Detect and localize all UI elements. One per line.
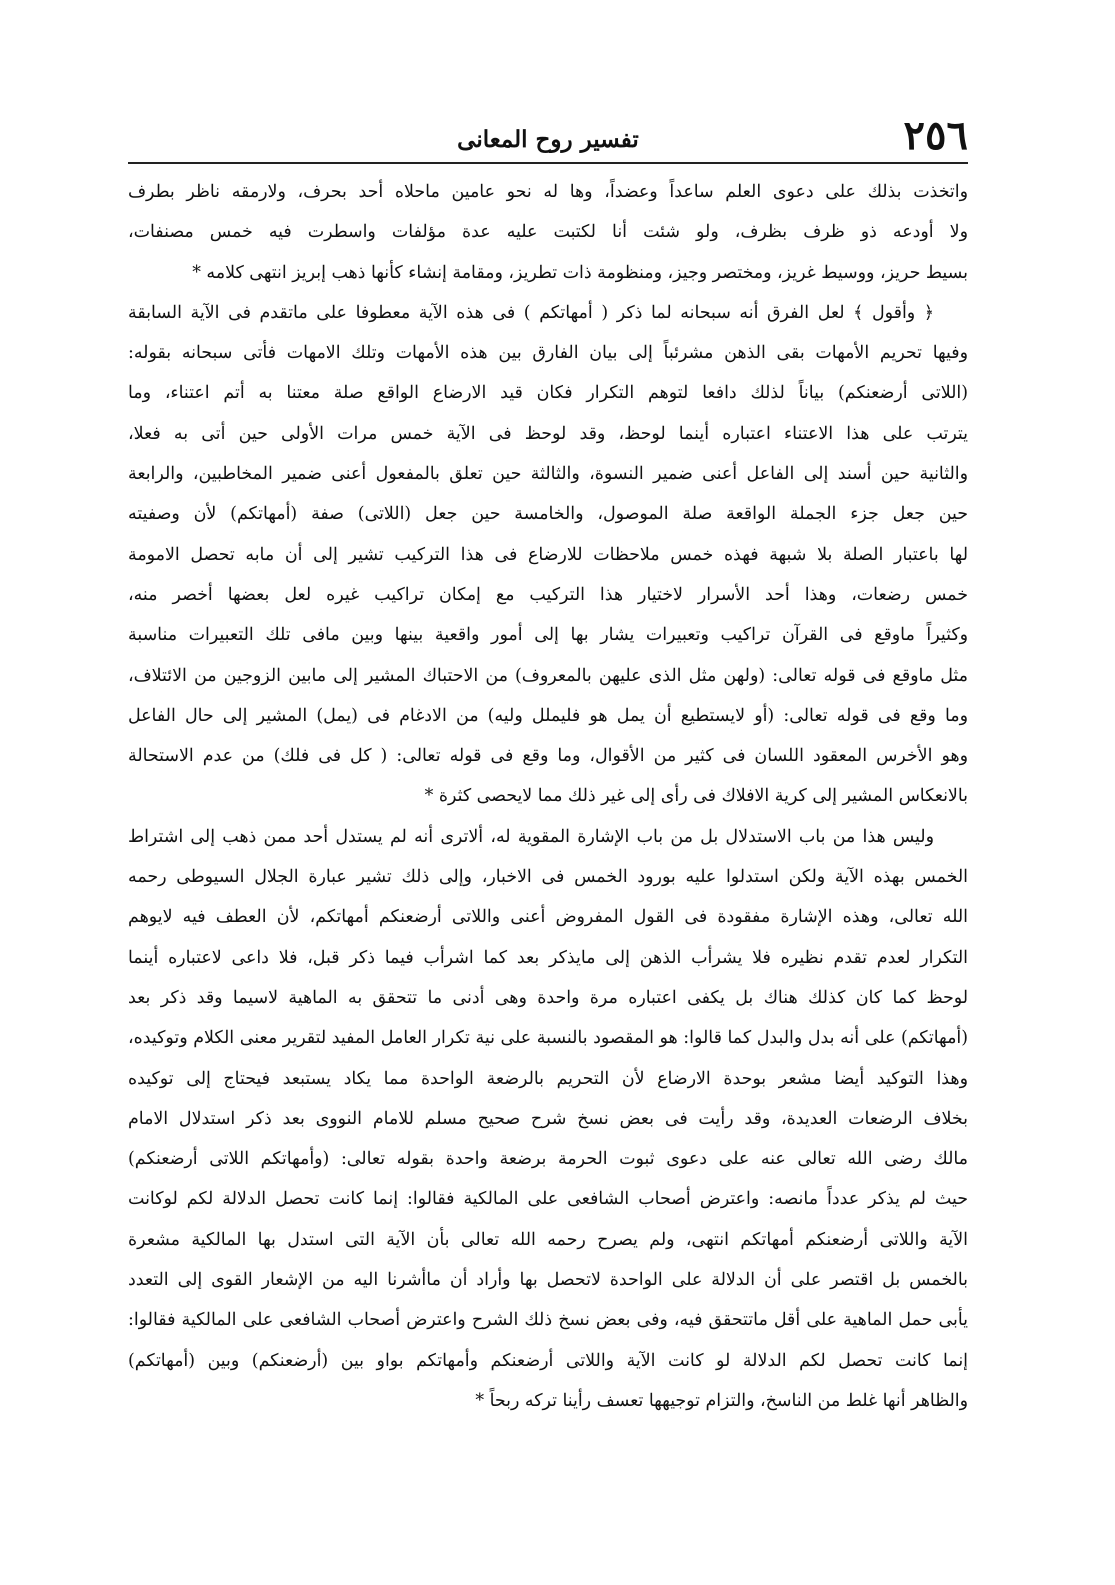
- text-line: (اللاتى أرضعنكم) بياناً لذلك دافعا لتوهم التكرار فكان قيد الارضاع الواقع صلة معتنا به أتم اعتناء، وما: [128, 383, 968, 404]
- text-line: وفيها تحريم الأمهات بقى الذهن مشرئباً إلى بيان الفارق بين هذه الأمهات وتلك الامهات فأتى سبحانه بقوله:: [128, 343, 968, 364]
- page-number: ٢٥٦: [903, 112, 968, 159]
- text-line: بسيط حريز، ووسيط غريز، ومختصر وجيز، ومنظومة ذات تطريز، ومقامة إنشاء كأنها ذهب إبريز انتهى كلامه *: [192, 262, 968, 283]
- text-line: وكثيراً ماوقع فى القرآن تراكيب وتعبيرات يشار بها إلى أمور واقعية بينها وبين مافى تلك التعبيرات مناسبة: [128, 625, 968, 646]
- text-line: بخلاف الرضعات العديدة، وقد رأيت فى بعض نسخ شرح صحيح مسلم للامام النووى بعد ذكر استدلال الامام: [128, 1108, 968, 1129]
- text-line: (أمهاتكم) على أنه بدل والبدل كما قالوا: هو المقصود بالنسبة على نية تكرار العامل المفيد لتقرير معنى الكلام وتوكيده،: [128, 1028, 968, 1049]
- text-line: إنما كانت تحصل لكم الدلالة لو كانت الآية واللاتى أرضعنكم وأمهاتكم بواو بين (أرضعنكم) وبين (أمهاتكم): [128, 1350, 968, 1371]
- header-rule: [128, 162, 968, 164]
- text-line: ﴿ وأقول ﴾ لعل الفرق أنه سبحانه لما ذكر ( أمهاتكم ) فى هذه الآية معطوفا على ماتقدم فى الآية السابقة: [128, 302, 934, 323]
- text-line: والظاهر أنها غلط من الناسخ، والتزام توجيهها تعسف رأينا تركه ربحاً *: [475, 1390, 968, 1411]
- text-line: لوحظ كما كان كذلك هناك بل يكفى اعتباره مرة واحدة وهى أدنى ما تتحقق به الماهية لاسيما وقد ذكر بعد: [128, 987, 968, 1008]
- text-line: الله تعالى، وهذه الإشارة مفقودة فى القول المفروض أعنى واللاتى أرضعنكم أمهاتكم، لأن العطف فيه لايوهم: [128, 907, 968, 928]
- page-header: [128, 112, 968, 162]
- body-text: [128, 172, 968, 1421]
- text-line: خمس رضعات، وهذا أحد الأسرار لاختيار هذا التركيب مع إمكان تراكيب غيره لعل بعضها أخصر منه،: [128, 584, 968, 605]
- text-line: الخمس بهذه الآية ولكن استدلوا عليه بورود الخمس فى الاخبار، وإلى ذلك تشير عبارة الجلال السيوطى رحمه: [128, 867, 968, 888]
- text-line: مالك رضى الله تعالى عنه على دعوى ثبوت الحرمة برضعة واحدة بقوله تعالى: (وأمهاتكم اللاتى أرضعنكم): [128, 1149, 968, 1170]
- text-line: وهذا التوكيد أيضا مشعر بوحدة الارضاع لأن التحريم بالرضعة الواحدة مما يكاد يستبعد فيحتاج إلى توكيده: [128, 1068, 968, 1089]
- text-line: بالانعكاس المشير إلى كرية الافلاك فى رأى إلى غير ذلك مما لايحصى كثرة *: [424, 786, 968, 807]
- text-line: يترتب على هذا الاعتناء اعتباره أينما لوحظ، وقد لوحظ فى الآية خمس مرات الأولى حين أتى به فعلا،: [128, 423, 968, 444]
- text-line: واتخذت بذلك على دعوى العلم ساعداً وعضداً، وها له نحو عامين ماحلاه أحد بحرف، ولارمقه ناظر بطرف: [128, 182, 968, 202]
- text-line: التكرار لعدم تقدم نظيره فلا يشرأب الذهن إلى مايذكر بعد كما اشرأب فيما ذكر قبل، فلا داعى لاعتباره أينما: [128, 947, 968, 968]
- text-line: مثل ماوقع فى قوله تعالى: (ولهن مثل الذى عليهن بالمعروف) من الاحتباك المشير إلى مابين الزوجين من الائتلاف،: [128, 665, 968, 686]
- text-line: وهو الأخرس المعقود اللسان فى كثير من الأقوال، وما وقع فى قوله تعالى: ( كل فى فلك) من عدم الاستحالة: [128, 746, 968, 767]
- text-line: والثانية حين أسند إلى الفاعل أعنى ضمير النسوة، والثالثة حين تعلق بالمفعول أعنى ضمير المخاطبين، والرابعة: [128, 464, 968, 485]
- text-line: وما وقع فى قوله تعالى: (أو لايستطيع أن يمل هو فليملل وليه) من الادغام فى (يمل) المشير إلى حال الفاعل: [128, 705, 968, 726]
- text-line: الآية واللاتى أرضعنكم أمهاتكم انتهى، ولم يصرح رحمه الله تعالى بأن الآية التى استدل بها المالكية مشعرة: [128, 1229, 968, 1250]
- text-line: ولا أودعه ذو ظرف بظرف، ولو شئت أنا لكتبت عليه عدة مؤلفات واسطرت فيه خمس مصنفات،: [128, 222, 968, 243]
- text-line: بالخمس بل اقتصر على أن الدلالة على الواحدة لاتحصل بها وأراد أن ماأشرنا اليه من الإشعار القوى إلى التعدد: [128, 1270, 968, 1291]
- text-line: حين جعل جزء الجملة الواقعة صلة الموصول، والخامسة حين جعل (اللاتى) صفة (أمهاتكم) لأن وصفيته: [128, 504, 968, 525]
- text-line: يأبى حمل الماهية على أقل ماتتحقق فيه، وفى بعض نسخ ذلك الشرح واعترض أصحاب الشافعى على المالكية فقالوا:: [128, 1310, 968, 1331]
- text-line: حيث لم يذكر عدداً مانصه: واعترض أصحاب الشافعى على المالكية فقالوا: إنما كانت تحصل الدلالة لكم لوكانت: [128, 1189, 968, 1210]
- text-line: وليس هذا من باب الاستدلال بل من باب الإشارة المقوية له، ألاترى أنه لم يستدل أحد ممن ذهب إلى اشتراط: [128, 826, 934, 847]
- running-title: تفسير روح المعانى: [457, 126, 639, 153]
- text-line: لها باعتبار الصلة بلا شبهة فهذه خمس ملاحظات للارضاع فى هذا التركيب تشير إلى أن مابه تحصل الامومة: [128, 544, 968, 565]
